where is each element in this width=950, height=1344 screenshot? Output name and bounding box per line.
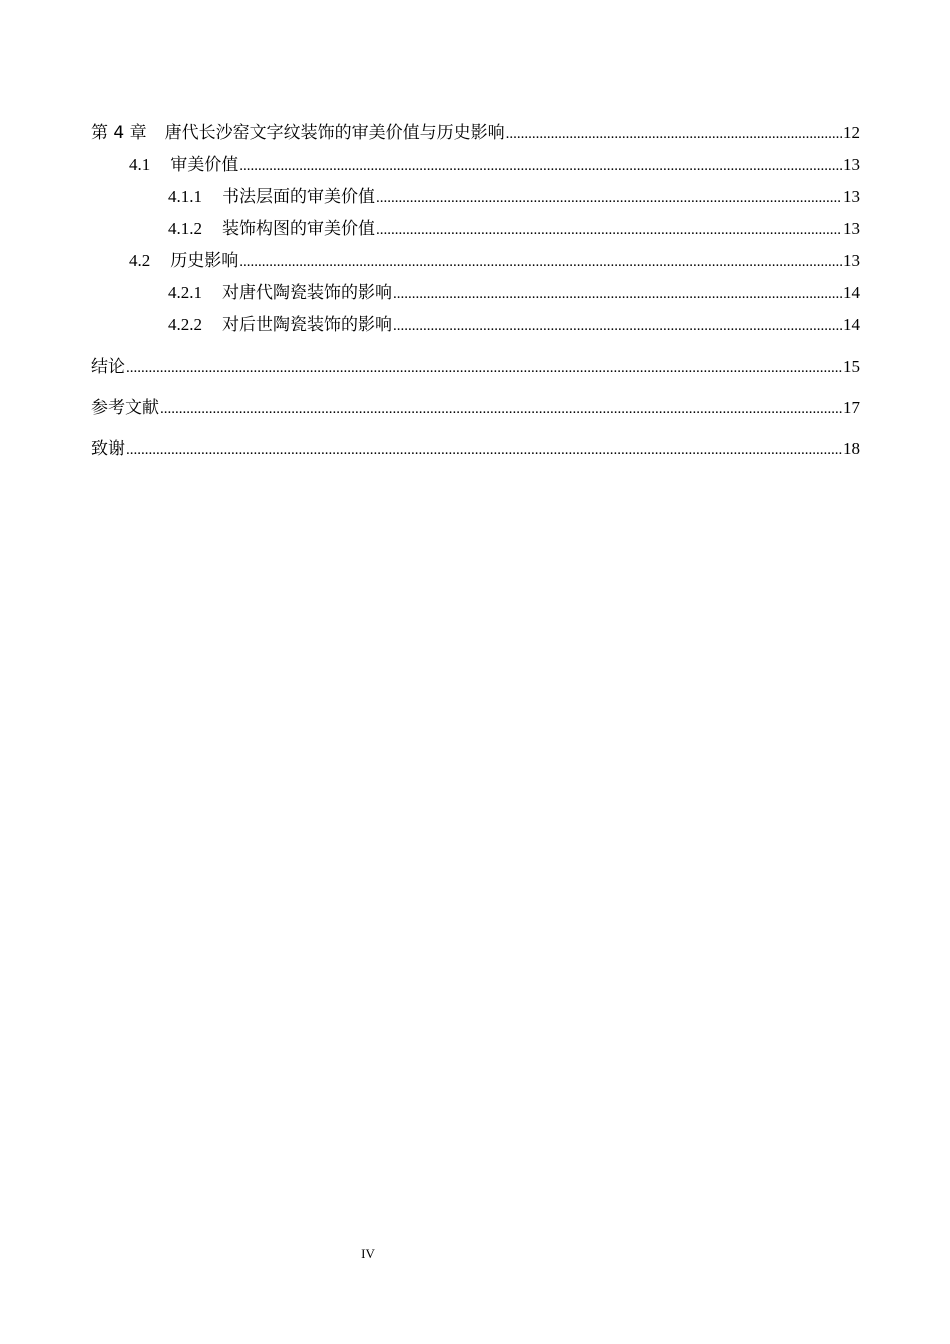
toc-entry-page: 13 (843, 251, 860, 270)
dot-leader (376, 182, 842, 214)
dot-leader (376, 214, 842, 246)
dot-leader (393, 310, 842, 342)
toc-entry-number: 4.1 (129, 155, 151, 174)
toc-entry-references[interactable] (91, 392, 860, 424)
toc-entry-page: 17 (843, 398, 860, 417)
toc-entry-number: 4.2.1 (168, 283, 202, 302)
toc-entry-title: 唐代长沙窑文字纹装饰的审美价值与历史影响 (164, 123, 505, 143)
toc-entry-title: 历史影响 (170, 251, 239, 270)
dot-leader (239, 150, 842, 182)
toc-entry-title: 书法层面的审美价值 (222, 187, 375, 206)
toc-entry-page: 13 (843, 187, 860, 206)
dot-leader (506, 118, 842, 150)
toc-entry-4-1-2[interactable] (91, 213, 860, 245)
toc-entry-number: 4.1.2 (168, 219, 202, 238)
toc-entry-title: 参考文献 (91, 398, 159, 418)
toc-entry-number: 4.2 (129, 251, 151, 270)
dot-leader (126, 434, 842, 466)
toc-entry-title: 装饰构图的审美价值 (222, 219, 375, 238)
toc-entry-4-2[interactable] (91, 245, 860, 277)
toc-entry-title: 对后世陶瓷装饰的影响 (222, 315, 392, 334)
toc-entry-4-1-1[interactable] (91, 181, 860, 213)
toc-entry-title: 结论 (91, 357, 125, 377)
dot-leader (126, 352, 842, 384)
toc-entry-acknowledgements[interactable] (91, 433, 860, 465)
page-number: IV (361, 1246, 375, 1261)
toc-entry-page: 12 (843, 123, 860, 142)
toc-entry-page: 13 (843, 155, 860, 174)
table-of-contents (91, 117, 860, 465)
toc-entry-number: 第 4 章 (91, 123, 147, 143)
toc-entry-conclusion[interactable] (91, 351, 860, 383)
toc-entry-title: 致谢 (91, 439, 125, 459)
dot-leader (393, 278, 842, 310)
toc-entry-number: 4.1.1 (168, 187, 202, 206)
toc-entry-page: 14 (843, 283, 860, 302)
toc-entry-number: 4.2.2 (168, 315, 202, 334)
toc-entry-page: 13 (843, 219, 860, 238)
dot-leader (160, 393, 842, 425)
dot-leader (239, 246, 842, 278)
toc-entry-page: 14 (843, 315, 860, 334)
toc-entry-page: 18 (843, 439, 860, 458)
toc-entry-chapter-4[interactable] (91, 117, 860, 149)
toc-entry-title: 对唐代陶瓷装饰的影响 (222, 283, 392, 302)
toc-entry-4-2-1[interactable] (91, 277, 860, 309)
toc-entry-4-2-2[interactable] (91, 309, 860, 341)
toc-entry-page: 15 (843, 357, 860, 376)
toc-entry-4-1[interactable] (91, 149, 860, 181)
toc-entry-title: 审美价值 (170, 155, 239, 174)
